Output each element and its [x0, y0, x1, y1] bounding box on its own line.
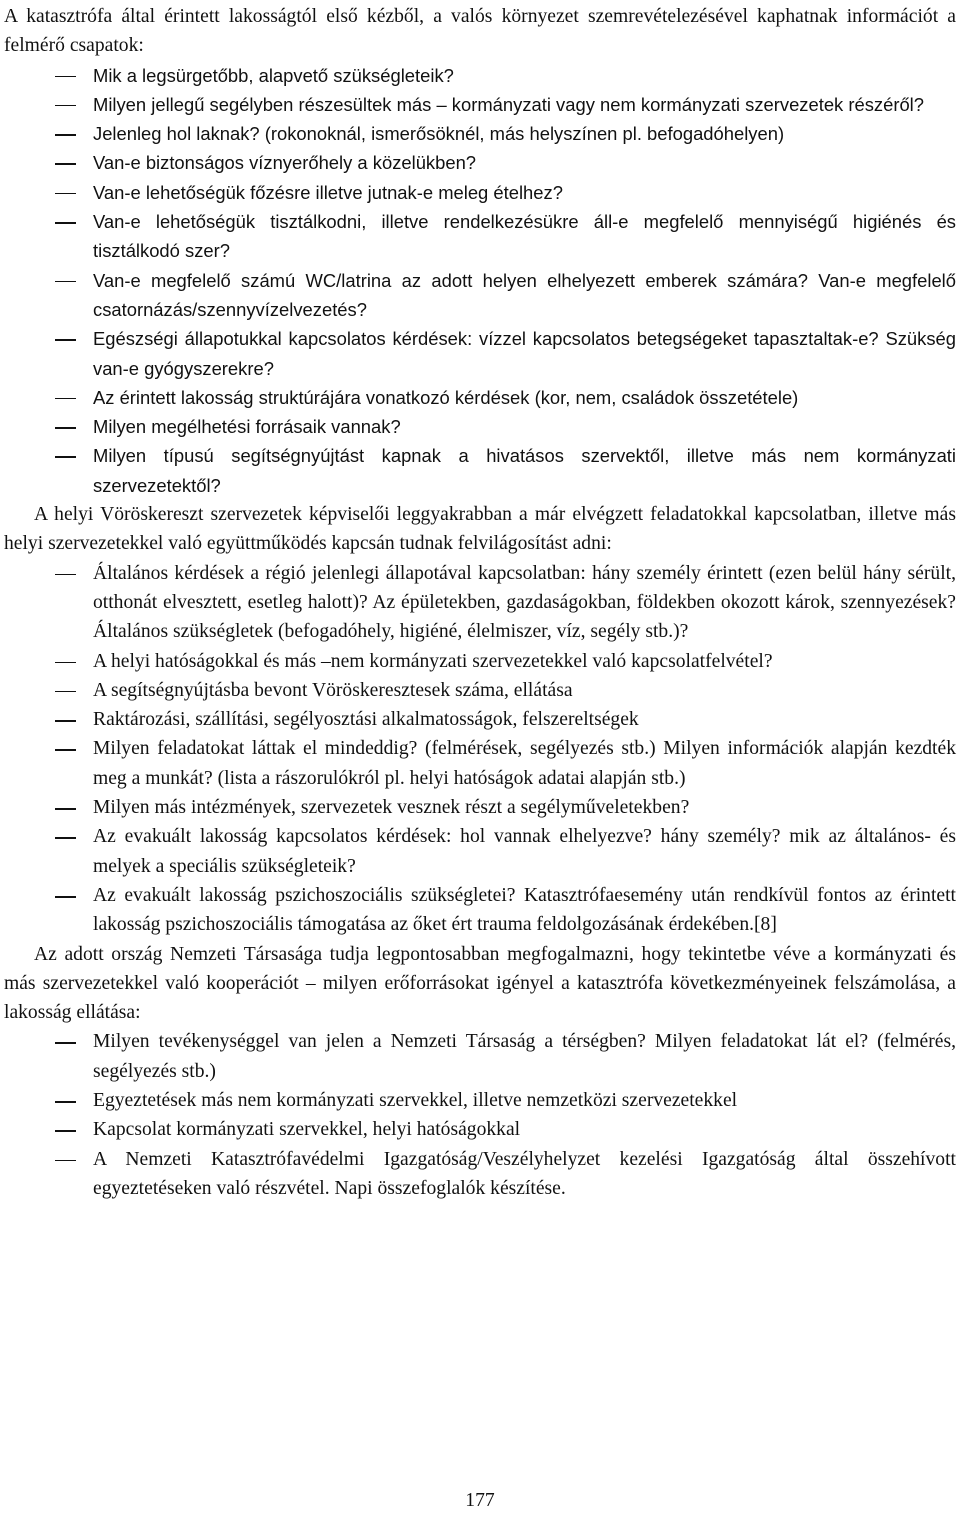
dash-bullet — [55, 691, 76, 693]
dash-bullet — [55, 1042, 76, 1044]
paragraph-national-society: Az adott ország Nemzeti Társasága tudja legpontosabban megfogalmazni, hogy tekintetbe véve a kormányzati és más szervezetekkel való kooperációt – milyen erőforrásokat igényel a katasztrófa következményeinek felszámolása, a lakosság ellátása: — [4, 943, 956, 1024]
dash-bullet — [55, 76, 76, 78]
list-item-text: Egészségi állapotukkal kapcsolatos kérdések: vízzel kapcsolatos betegségeket tapasztaltak-e? Szükség van-e gyógyszerekre? — [93, 328, 956, 379]
list-item-text: Milyen más intézmények, szervezetek vesznek részt a segélyműveletekben? — [93, 797, 690, 819]
dash-bullet — [55, 574, 76, 576]
list-item-text: Van-e megfelelő számú WC/latrina az adott helyen elhelyezett emberek számára? Van-e megfelelő csatornázás/szennyvízelvezetés? — [93, 269, 956, 320]
list-item — [4, 1115, 956, 1144]
dash-bullet — [55, 837, 76, 839]
dash-bullet — [55, 163, 76, 165]
paragraph-intro-assessment: A katasztrófa által érintett lakosságtól első kézből, a valós környezet szemrevételezésével kaphatnak információt a felmérő csapatok: — [4, 6, 956, 57]
paragraph-red-cross-local: A helyi Vöröskereszt szervezetek képviselői leggyakrabban a már elvégzett feladatokkal kapcsolatban, illetve más helyi szervezetekkel való együttműködés kapcsán tudnak felvilágosítást adni: — [4, 504, 956, 555]
list-item — [4, 705, 956, 734]
list-item — [4, 178, 956, 207]
dash-bullet — [55, 222, 76, 224]
list-item-text: Az érintett lakosság struktúrájára vonatkozó kérdések (kor, nem, családok összetétele) — [93, 386, 799, 408]
list-item-text: Raktározási, szállítási, segélyosztási alkalmatosságok, felszereltségek — [93, 709, 639, 731]
list-item — [4, 881, 956, 940]
dash-bullet — [55, 749, 76, 751]
list-item-text: Az evakuált lakosság kapcsolatos kérdések: hol vannak elhelyezve? hány személy? mik az általános- és melyek a speciális szükségleteik? — [93, 826, 956, 877]
list-item — [4, 61, 956, 90]
list-item-text: A helyi hatóságokkal és más –nem kormányzati szervezetekkel való kapcsolatfelvétel? — [93, 650, 773, 672]
list-item-text: Kapcsolat kormányzati szervekkel, helyi hatóságokkal — [93, 1119, 521, 1141]
list-item-text: Milyen típusú segítségnyújtást kapnak a hivatásos szervektől, illetve más nem kormányzati szervezetektől? — [93, 445, 956, 496]
list-item-text: A Nemzeti Katasztrófavédelmi Igazgatóság/Veszélyhelyzet kezelési Igazgatóság által összehívott egyeztetéseken való részvétel. Napi összefoglalók készítése. — [93, 1148, 956, 1199]
list-item-text: Milyen jellegű segélyben részesültek más – kormányzati vagy nem kormányzati szervezetek részéről? — [93, 93, 924, 115]
list-item — [4, 676, 956, 705]
list-item-text: Egyeztetések más nem kormányzati szervekkel, illetve nemzetközi szervezetekkel — [93, 1089, 738, 1111]
dash-bullet — [55, 134, 76, 136]
list-item-text: Milyen tevékenységgel van jelen a Nemzeti Társaság a térségben? Milyen feladatokat lát el? (felmérés, segélyezés stb.) — [93, 1031, 956, 1082]
list-item — [4, 734, 956, 793]
dash-bullet — [55, 105, 76, 107]
list-item — [4, 148, 956, 177]
list-item-text: Van-e biztonságos víznyerőhely a közelükben? — [93, 152, 477, 174]
list-affected-population-questions — [4, 61, 956, 500]
list-item-text: Általános kérdések a régió jelenlegi állapotával kapcsolatban: hány személy érintett (ezen belül hány sérült, otthonát elvesztett, esetleg halott)? Az épületekben, gazdaságokban, földekben okozott károk, szennyezések? Általános szükségletek (befogadóhely, higiéné, élelmiszer, víz, segély stb.)? — [93, 562, 956, 643]
dash-bullet — [55, 720, 76, 722]
list-item — [4, 441, 956, 500]
list-item — [4, 822, 956, 881]
list-item — [4, 1086, 956, 1115]
list-item — [4, 1027, 956, 1086]
list-item-text: A segítségnyújtásba bevont Vöröskeresztesek száma, ellátása — [93, 679, 573, 701]
list-item-text: Van-e lehetőségük tisztálkodni, illetve rendelkezésükre áll-e megfelelő mennyiségű higiénés és tisztálkodó szer? — [93, 211, 956, 262]
dash-bullet — [55, 339, 76, 341]
dash-bullet — [55, 281, 76, 283]
dash-bullet — [55, 1130, 76, 1132]
list-item — [4, 90, 956, 119]
list-item — [4, 412, 956, 441]
list-red-cross-questions — [4, 559, 956, 940]
list-item-text: Jelenleg hol laknak? (rokonoknál, ismerősöknél, más helyszínen pl. befogadóhelyen) — [93, 123, 785, 145]
list-item — [4, 383, 956, 412]
list-item — [4, 647, 956, 676]
list-item-text: Milyen feladatokat láttak el mindeddig? (felmérések, segélyezés stb.) Milyen információk alapján kezdték meg a munkát? (lista a rászorulókról pl. helyi hatóságok adatai alapján stb.) — [93, 738, 956, 789]
list-national-society-tasks — [4, 1027, 956, 1203]
list-item — [4, 324, 956, 383]
dash-bullet — [55, 1160, 76, 1162]
list-item — [4, 793, 956, 822]
list-item — [4, 266, 956, 325]
dash-bullet — [55, 662, 76, 664]
dash-bullet — [55, 398, 76, 400]
list-item — [4, 559, 956, 647]
document-page — [4, 2, 956, 1203]
list-item — [4, 1145, 956, 1204]
list-item-text: Milyen megélhetési forrásaik vannak? — [93, 416, 401, 438]
dash-bullet — [55, 427, 76, 429]
dash-bullet — [55, 456, 76, 458]
dash-bullet — [55, 1101, 76, 1103]
dash-bullet — [55, 808, 76, 810]
list-item — [4, 119, 956, 148]
list-item-text: Az evakuált lakosság pszichoszociális szükségletei? Katasztrófaesemény után rendkívül fontos az érintett lakosság pszichoszociális támogatása az őket ért trauma feldolgozásának érdekében.[8] — [93, 884, 956, 936]
list-item-text: Mik a legsürgetőbb, alapvető szükségleteik? — [93, 64, 454, 86]
list-item-text: Van-e lehetőségük főzésre illetve jutnak-e meleg ételhez? — [93, 181, 563, 203]
dash-bullet — [55, 896, 76, 898]
dash-bullet — [55, 193, 76, 195]
page-number: 177 — [465, 1490, 495, 1511]
list-item — [4, 207, 956, 266]
